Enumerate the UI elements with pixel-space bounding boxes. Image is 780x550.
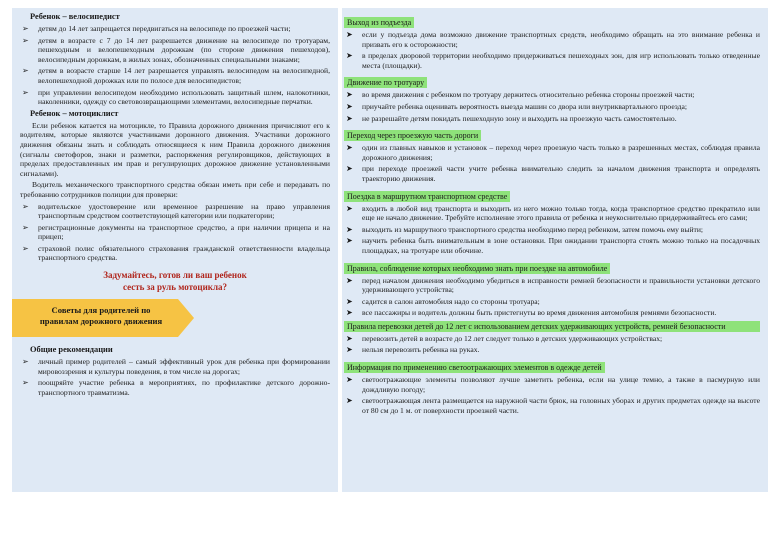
bullet-arrow-icon: ➤ bbox=[346, 90, 353, 100]
section-item bbox=[344, 204, 760, 223]
section-item-text: садится в салон автомобиля надо со стороны тротуара; bbox=[362, 296, 540, 306]
motorcycle-question bbox=[20, 269, 330, 293]
bullet-arrow-icon: ➤ bbox=[346, 113, 353, 123]
bullet-arrow-icon: ➤ bbox=[346, 296, 353, 306]
section-item-text: в пределах дворовой территории необходимо придерживаться пешеходных зон, для игр использовать только отведенные места (площадки). bbox=[362, 51, 760, 70]
document-item-text: водительское удостоверение или временное разрешение на право управления транспортным средством соответствующей категории или подкатегории; bbox=[38, 201, 330, 221]
section-item-text: входить в любой вид транспорта и выходить из него можно только тогда, когда транспортное средство прекратило или еще не начало движение. Требуйте исполнение этого правила от ребенка и неукоснительно придерживайтесь его сами; bbox=[362, 203, 760, 223]
section-heading: Правила, соблюдение которых необходимо знать при поездке на автомобиле bbox=[344, 263, 610, 274]
section-item-text: во время движения с ребенком по тротуару держитесь относительно ребенка стороны проезжей части; bbox=[362, 90, 695, 100]
section-item-text: приучайте ребенка оценивать вероятность выезда машин со двора или внутриквартального проезда; bbox=[362, 101, 687, 111]
cyclist-title: Ребенок – велосипедист bbox=[30, 12, 120, 21]
section-list bbox=[344, 375, 760, 415]
cyclist-rule-item-text: детям в возрасте с 7 до 14 лет разрешается движение на велосипеде по тротуарам, пешеходным и велопешеходным дорожкам (по стороне движения пешеходов), велосипедным дорожкам, в жилых зонах, обозначенных специальными знаками; bbox=[38, 35, 330, 64]
document-item-text: страховой полис обязательного страхования гражданской ответственности владельца транспортного средства. bbox=[38, 243, 330, 263]
section-item-text: перевозить детей в возрасте до 12 лет следует только в детских удерживающих устройствах; bbox=[362, 333, 663, 343]
bullet-arrow-icon: ➢ bbox=[22, 378, 29, 388]
general-rec-item-text: личный пример родителей – самый эффективный урок для ребенка при формировании мировоззрения и культуры поведения, в том числе на дорогах; bbox=[38, 357, 330, 376]
section-item-text: светоотражающие элементы позволяют лучше заметить ребенка, если на улице темно, а также в пасмурную или дождливую погоду; bbox=[362, 375, 760, 394]
section-heading: Выход из подъезда bbox=[344, 17, 414, 28]
general-rec-item-text: поощряйте участие ребенка в мероприятиях, по профилактике детского дорожно-транспортного травматизма. bbox=[38, 378, 330, 397]
section-item-text: светоотражающая лента размещается на наружной части брюк, на головных уборах и других предметах одежде на высоте от 80 см до 1 м. от поверхности проезжей части. bbox=[362, 396, 760, 415]
section-item-text: перед началом движения необходимо убедиться в исправности ремней безопасности и правильности установки детского удерживающего устройства; bbox=[362, 275, 760, 295]
parents-advice-banner bbox=[12, 299, 330, 337]
banner-text bbox=[26, 305, 176, 327]
section-item-text: все пассажиры и водитель должны быть пристегнуты во время движения автомобиля ремнями безопасности. bbox=[362, 308, 717, 318]
cyclist-rule-item-text: при управлении велосипедом необходимо использовать защитный шлем, налокотники, наколенники, одежду со световозвращающими элементами, велосипедные перчатки. bbox=[38, 87, 330, 107]
general-recommendations-list bbox=[20, 357, 330, 397]
section-item bbox=[344, 345, 760, 355]
bullet-arrow-icon: ➤ bbox=[346, 375, 353, 385]
moto-title: Ребенок – мотоциклист bbox=[30, 108, 119, 118]
banner-line-2: правилам дорожного движения bbox=[39, 316, 163, 327]
bullet-arrow-icon: ➤ bbox=[346, 275, 353, 285]
document-item bbox=[20, 223, 330, 242]
bullet-arrow-icon: ➢ bbox=[22, 201, 29, 211]
bullet-arrow-icon: ➢ bbox=[22, 87, 29, 97]
bullet-arrow-icon: ➤ bbox=[346, 51, 353, 61]
section-item bbox=[344, 90, 760, 100]
section-item bbox=[344, 164, 760, 183]
bullet-arrow-icon: ➤ bbox=[346, 30, 353, 39]
section-list bbox=[344, 30, 760, 70]
bullet-arrow-icon: ➢ bbox=[22, 24, 29, 33]
section-item bbox=[344, 308, 760, 318]
banner-line-1: Советы для родителей по bbox=[51, 305, 151, 316]
left-column bbox=[12, 8, 338, 492]
section-item bbox=[344, 143, 760, 162]
section-item-text: научить ребенка быть внимательным в зоне остановки. При ожидании транспорта стоять можно только на посадочных площадках, на тротуаре или обочине. bbox=[362, 236, 760, 255]
cyclist-list bbox=[20, 24, 330, 107]
section-item-text: выходить из маршрутного транспортного средства необходимо перед ребенком, затем помочь ему выйти; bbox=[362, 224, 704, 234]
bullet-arrow-icon: ➤ bbox=[346, 203, 353, 213]
section-item bbox=[344, 334, 760, 344]
right-column bbox=[342, 8, 768, 492]
section-item bbox=[344, 297, 760, 307]
cyclist-rule-item bbox=[20, 88, 330, 107]
section-item-text: не разрешайте детям покидать пешеходную зону и выходить на проезжую часть самостоятельно. bbox=[362, 113, 677, 123]
document-item bbox=[20, 202, 330, 221]
cyclist-rule-item bbox=[20, 24, 330, 34]
section-list bbox=[344, 334, 760, 355]
bullet-arrow-icon: ➤ bbox=[346, 224, 353, 234]
document-item-text: регистрационные документы на транспортное средство, а при наличии прицепа и на прицеп; bbox=[38, 222, 330, 242]
section-item bbox=[344, 102, 760, 112]
cyclist-rule-item-text: детям в возрасте старше 14 лет разрешается управлять велосипедом на велосипедной, велопешеходной дорожках или по полосе для велосипедистов; bbox=[38, 66, 330, 85]
bullet-arrow-icon: ➢ bbox=[22, 243, 29, 253]
bullet-arrow-icon: ➢ bbox=[22, 66, 29, 76]
section-item bbox=[344, 396, 760, 415]
section-heading: Переход через проезжую часть дороги bbox=[344, 130, 481, 141]
section-list bbox=[344, 204, 760, 256]
bullet-arrow-icon: ➤ bbox=[346, 164, 353, 174]
section-list bbox=[344, 143, 760, 183]
bullet-arrow-icon: ➢ bbox=[22, 222, 29, 232]
section-item-text: один из главных навыков и установок – переход через проезжую часть только в разрешенных местах, соблюдая правила дорожного движения; bbox=[362, 143, 760, 162]
bullet-arrow-icon: ➢ bbox=[22, 35, 29, 45]
section-item-text: нельзя перевозить ребенка на руках. bbox=[362, 345, 480, 355]
section-heading: Правила перевозки детей до 12 лет с использованием детских удерживающих устройств, ремней безопасности bbox=[344, 321, 760, 332]
bullet-arrow-icon: ➢ bbox=[22, 357, 29, 367]
bullet-arrow-icon: ➤ bbox=[346, 308, 353, 318]
bullet-arrow-icon: ➤ bbox=[346, 333, 353, 343]
section-item bbox=[344, 51, 760, 70]
section-list bbox=[344, 90, 760, 123]
moto-document-list bbox=[20, 202, 330, 264]
section-item bbox=[344, 276, 760, 295]
question-line-1: Задумайтесь, готов ли ваш ребенок bbox=[103, 270, 247, 281]
section-item bbox=[344, 114, 760, 124]
section-heading: Информация по применению светоотражающих элементов в одежде детей bbox=[344, 362, 605, 373]
question-line-2: сесть за руль мотоцикла? bbox=[122, 282, 228, 293]
section-item-text: при переходе проезжей части учите ребенка внимательно следить за началом движения транспорта и определять траекторию движения. bbox=[362, 164, 760, 183]
bullet-arrow-icon: ➤ bbox=[346, 143, 353, 153]
general-title: Общие рекомендации bbox=[30, 345, 113, 355]
general-rec-item bbox=[20, 357, 330, 376]
section-item bbox=[344, 30, 760, 49]
cyclist-rule-item bbox=[20, 36, 330, 65]
section-item bbox=[344, 236, 760, 255]
section-heading: Поездка в маршрутном транспортном средстве bbox=[344, 191, 510, 202]
bullet-arrow-icon: ➤ bbox=[346, 345, 353, 355]
section-item bbox=[344, 375, 760, 394]
section-item-text: если у подъезда дома возможно движение транспортных средств, необходимо обращать на это внимание ребенка и призвать его к осторожности; bbox=[362, 30, 760, 49]
cyclist-rule-item bbox=[20, 66, 330, 85]
bullet-arrow-icon: ➤ bbox=[346, 396, 353, 406]
cyclist-rule-item-text: детям до 14 лет запрещается передвигаться на велосипеде по проезжей части; bbox=[38, 24, 291, 33]
section-heading: Движение по тротуару bbox=[344, 77, 427, 88]
bullet-arrow-icon: ➤ bbox=[346, 101, 353, 111]
general-rec-item bbox=[20, 378, 330, 397]
moto-paragraph-1: Если ребенок катается на мотоцикле, то Правила дорожного движения причисляют его к водителям, которые являются участниками дорожного движения. Участники дорожного движения обязаны знать и соблюдать относящиеся к ним Правила дорожного движения (сигналы светофоров, знаки и разметки, распоряжения регулировщиков, действующих в пределах предоставленных им прав и регулирующих дорожное движение установленными сигналами). bbox=[20, 120, 330, 178]
section-item bbox=[344, 225, 760, 235]
section-list bbox=[344, 276, 760, 318]
document-item bbox=[20, 244, 330, 263]
moto-paragraph-2: Водитель механического транспортного средства обязан иметь при себе и передавать по требованию сотрудников полиции для проверки: bbox=[20, 180, 330, 199]
bullet-arrow-icon: ➤ bbox=[346, 236, 353, 246]
